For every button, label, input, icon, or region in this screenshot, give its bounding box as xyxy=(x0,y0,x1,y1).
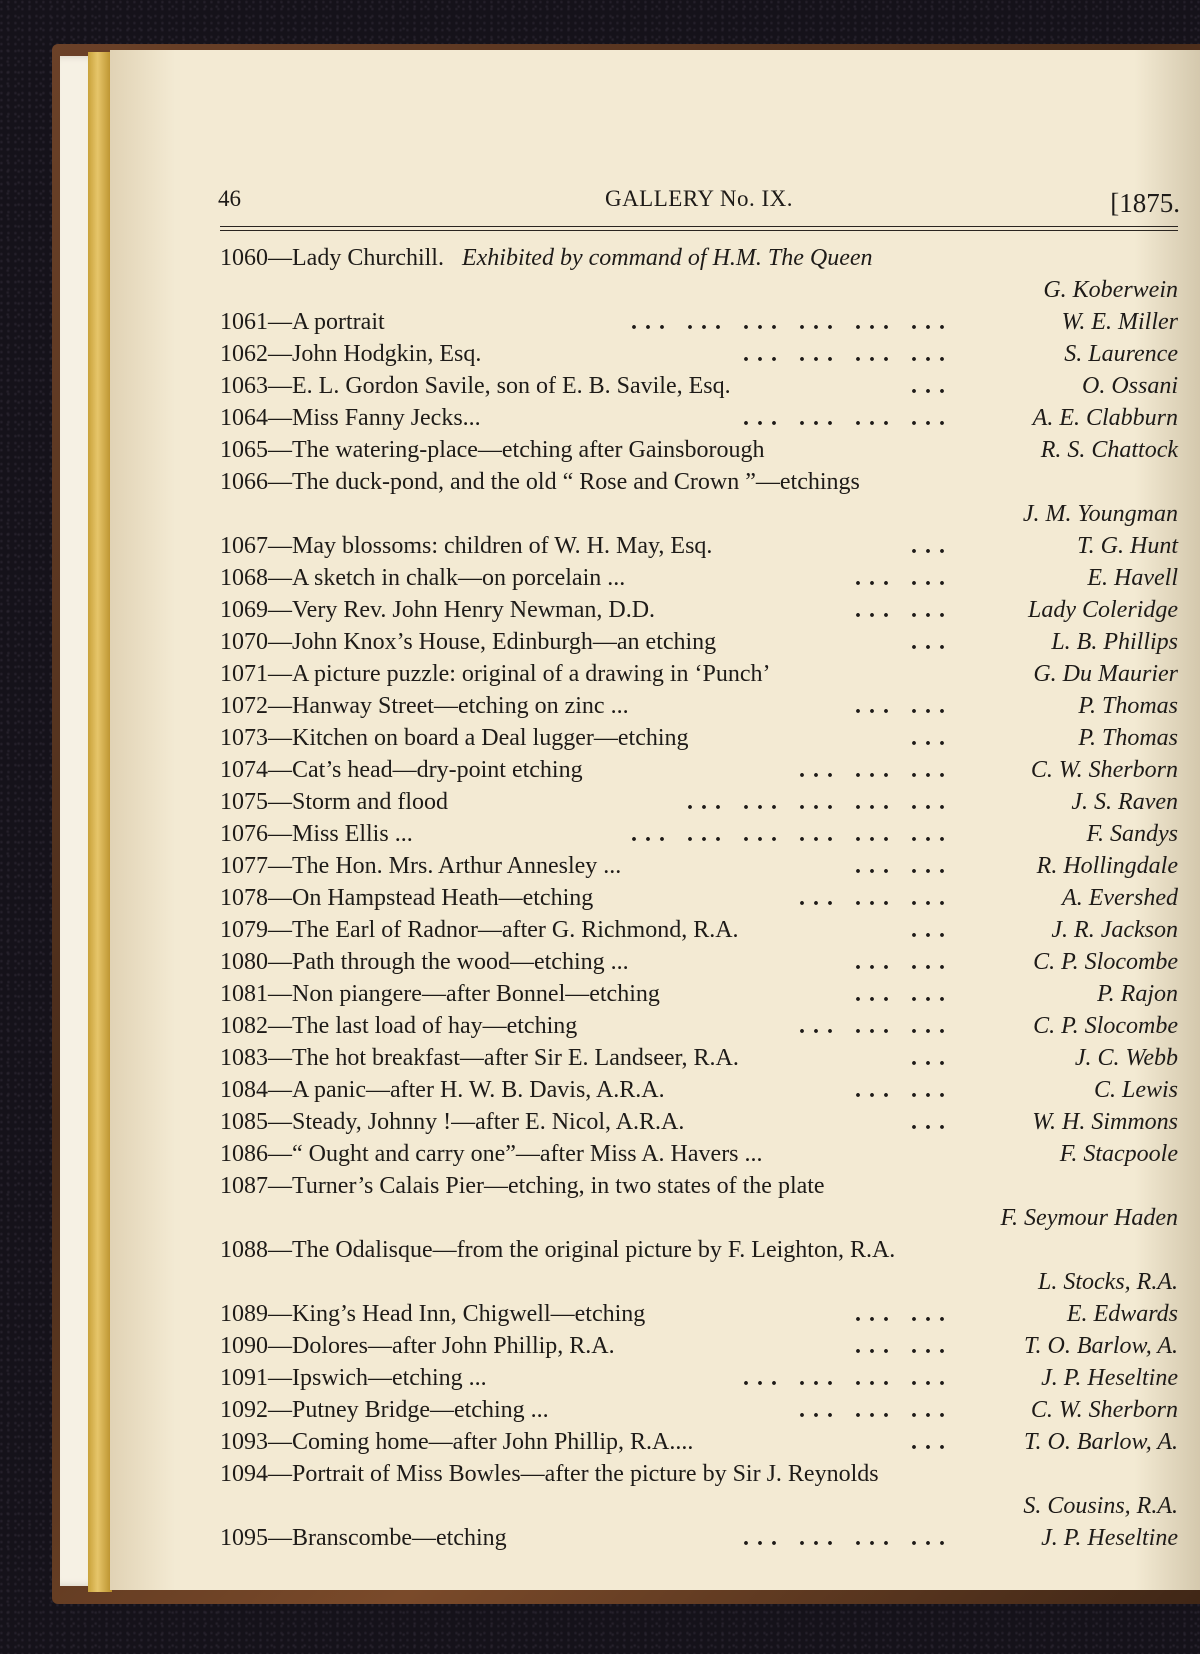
entry-artist: J. S. Raven xyxy=(1071,789,1178,815)
entry-number: 1093 xyxy=(220,1429,268,1455)
entry-artist: T. O. Barlow, A. xyxy=(1023,1429,1178,1455)
entry-number: 1063 xyxy=(220,373,268,399)
entry-number: 1061 xyxy=(220,309,268,335)
entry-artist: L. B. Phillips xyxy=(1051,629,1178,655)
entry-artist: J. M. Youngman xyxy=(1022,501,1178,527)
entry-artist: G. Du Maurier xyxy=(1033,661,1178,687)
catalogue-entry: 1090—Dolores—after John Phillip, R.A. ... ... T. O. Barlow, A. xyxy=(220,1330,1178,1362)
entry-title: Non piangere—after Bonnel—etching xyxy=(292,981,660,1007)
leader-dots: ... ... xyxy=(855,949,953,975)
entry-number: 1066 xyxy=(220,469,268,495)
catalogue-entry: 1085—Steady, Johnny !—after E. Nicol, A.R.A. ... W. H. Simmons xyxy=(220,1106,1178,1138)
page-number: 46 xyxy=(218,186,241,211)
entry-artist: C. Lewis xyxy=(1093,1077,1178,1103)
entry-title: Steady, Johnny !—after E. Nicol, A.R.A. xyxy=(292,1109,685,1135)
entry-number: 1085 xyxy=(220,1109,268,1135)
page-gilt-edge xyxy=(88,52,112,1592)
entry-artist: R. Hollingdale xyxy=(1036,853,1178,879)
catalogue-entry: 1088—The Odalisque—from the original picture by F. Leighton, R.A. xyxy=(220,1237,896,1263)
gallery-title: GALLERY No. IX. xyxy=(604,186,794,211)
entry-artist: P. Thomas xyxy=(1078,693,1178,719)
entry-artist: J. R. Jackson xyxy=(1051,917,1178,943)
leader-dots: ... ... ... xyxy=(799,1397,953,1423)
catalogue-entry: 1081—Non piangere—after Bonnel—etching ... ... P. Rajon xyxy=(220,978,1178,1010)
entry-number: 1070 xyxy=(220,629,268,655)
entry-title: The watering-place—etching after Gainsborough xyxy=(292,437,765,463)
catalogue-entry: 1093—Coming home—after John Phillip, R.A.... ... T. O. Barlow, A. xyxy=(220,1426,1178,1458)
entry-artist: G. Koberwein xyxy=(1043,277,1178,303)
entry-note: Exhibited by command of H.M. The Queen xyxy=(461,245,873,271)
leader-dots: ... xyxy=(911,373,953,399)
entry-title: Dolores—after John Phillip, R.A. xyxy=(292,1333,615,1359)
entry-number: 1091 xyxy=(220,1365,268,1391)
catalogue-entry: 1091—Ipswich—etching ... ... ... ... ... J. P. Heseltine xyxy=(220,1362,1178,1394)
catalogue-entry: 1080—Path through the wood—etching ... ... ... C. P. Slocombe xyxy=(220,946,1178,978)
entry-title: Ipswich—etching ... xyxy=(292,1365,487,1391)
entry-number: 1075 xyxy=(220,789,268,815)
entry-number: 1065 xyxy=(220,437,268,463)
entry-number: 1094 xyxy=(220,1461,268,1487)
entry-number: 1074 xyxy=(220,757,268,783)
catalogue-entry: 1060—Lady Churchill. Exhibited by command of H.M. The Queen xyxy=(220,245,873,271)
leader-dots: ... ... ... ... xyxy=(743,405,953,431)
entry-artist: A. E. Clabburn xyxy=(1032,405,1178,431)
entry-title: King’s Head Inn, Chigwell—etching xyxy=(292,1301,646,1327)
leader-dots: ... ... ... ... ... ... xyxy=(631,821,953,847)
entry-number: 1080 xyxy=(220,949,268,975)
entry-artist: F. Sandys xyxy=(1086,821,1178,847)
entry-artist: W. E. Miller xyxy=(1061,309,1178,335)
catalogue-entry: 1076—Miss Ellis ... ... ... ... ... ... ... F. Sandys xyxy=(220,818,1178,850)
entry-number: 1084 xyxy=(220,1077,268,1103)
entry-title: The duck-pond, and the old “ Rose and Crown ”—etchings xyxy=(292,469,860,495)
leader-dots: ... xyxy=(911,917,953,943)
entry-title: “ Ought and carry one”—after Miss A. Havers ... xyxy=(292,1141,763,1167)
entry-artist: C. W. Sherborn xyxy=(1030,757,1178,783)
leader-dots: ... ... ... ... xyxy=(743,341,953,367)
entry-title: Lady Churchill. xyxy=(292,245,444,271)
entry-number: 1076 xyxy=(220,821,268,847)
entry-title: Storm and flood xyxy=(292,789,448,815)
entry-title: Path through the wood—etching ... xyxy=(292,949,629,975)
entry-title: Putney Bridge—etching ... xyxy=(292,1397,549,1423)
entry-artist: T. G. Hunt xyxy=(1077,533,1178,559)
entry-number: 1095 xyxy=(220,1525,268,1551)
entry-title: The last load of hay—etching xyxy=(292,1013,578,1039)
entry-artist: S. Cousins, R.A. xyxy=(1023,1493,1178,1519)
entry-artist: F. Seymour Haden xyxy=(1000,1205,1178,1231)
catalogue-entry: 1074—Cat’s head—dry-point etching ... ... ... C. W. Sherborn xyxy=(220,754,1178,786)
catalogue-entry: 1062—John Hodgkin, Esq. ... ... ... ... S. Laurence xyxy=(220,338,1178,370)
entry-artist: J. P. Heseltine xyxy=(1041,1525,1178,1551)
entry-artist: C. W. Sherborn xyxy=(1030,1397,1178,1423)
entry-title: A portrait xyxy=(292,309,385,335)
leader-dots: ... ... xyxy=(855,1333,953,1359)
catalogue-entry: 1095—Branscombe—etching ... ... ... ... J. P. Heseltine xyxy=(220,1522,1178,1554)
catalogue-entry: 1077—The Hon. Mrs. Arthur Annesley ... ... ... R. Hollingdale xyxy=(220,850,1178,882)
entry-artist: R. S. Chattock xyxy=(1040,437,1178,463)
entry-title: Branscombe—etching xyxy=(292,1525,507,1551)
entry-artist: L. Stocks, R.A. xyxy=(1038,1269,1178,1295)
entry-number: 1082 xyxy=(220,1013,268,1039)
catalogue-entry: 1075—Storm and flood ... ... ... ... ... J. S. Raven xyxy=(220,786,1178,818)
leader-dots: ... ... ... xyxy=(799,885,953,911)
entry-number: 1086 xyxy=(220,1141,268,1167)
entry-number: 1067 xyxy=(220,533,268,559)
entry-title: The Hon. Mrs. Arthur Annesley ... xyxy=(292,853,622,879)
catalogue-entry-continuation xyxy=(220,1490,1178,1522)
entry-number: 1073 xyxy=(220,725,268,751)
catalogue-entry: 1078—On Hampstead Heath—etching ... ... ... A. Evershed xyxy=(220,882,1178,914)
entry-title: Very Rev. John Henry Newman, D.D. xyxy=(292,597,656,623)
catalogue-entry: 1063—E. L. Gordon Savile, son of E. B. Savile, Esq. ... O. Ossani xyxy=(220,370,1178,402)
entry-title: Cat’s head—dry-point etching xyxy=(292,757,583,783)
entry-artist: E. Edwards xyxy=(1066,1301,1178,1327)
catalogue-entry: 1067—May blossoms: children of W. H. May, Esq. ... T. G. Hunt xyxy=(220,530,1178,562)
entry-artist: T. O. Barlow, A. xyxy=(1023,1333,1178,1359)
page-header xyxy=(218,136,1180,218)
catalogue-entry: 1068—A sketch in chalk—on porcelain ... ... ... E. Havell xyxy=(220,562,1178,594)
leader-dots: ... ... xyxy=(855,1077,953,1103)
leader-dots: ... ... xyxy=(855,597,953,623)
catalogue-entry: 1064—Miss Fanny Jecks... ... ... ... ... A. E. Clabburn xyxy=(220,402,1178,434)
leader-dots: ... ... ... ... ... xyxy=(687,789,953,815)
catalogue-entry: 1065—The watering-place—etching after Gainsborough R. S. Chattock xyxy=(220,434,1178,466)
catalogue-list xyxy=(220,242,1178,1554)
entry-title: Kitchen on board a Deal lugger—etching xyxy=(292,725,689,751)
entry-title: The hot breakfast—after Sir E. Landseer, R.A. xyxy=(292,1045,739,1071)
book-page xyxy=(110,50,1200,1590)
leader-dots: ... xyxy=(911,533,953,559)
entry-number: 1083 xyxy=(220,1045,268,1071)
entry-artist: O. Ossani xyxy=(1081,373,1178,399)
leader-dots: ... xyxy=(911,725,953,751)
entry-number: 1089 xyxy=(220,1301,268,1327)
leader-dots: ... xyxy=(911,1429,953,1455)
catalogue-entry: 1070—John Knox’s House, Edinburgh—an etching ... L. B. Phillips xyxy=(220,626,1178,658)
entry-title: On Hampstead Heath—etching xyxy=(292,885,594,911)
entry-number: 1064 xyxy=(220,405,268,431)
entry-artist: C. P. Slocombe xyxy=(1033,949,1178,975)
entry-title: Turner’s Calais Pier—etching, in two states of the plate xyxy=(292,1173,825,1199)
entry-title: Miss Fanny Jecks... xyxy=(292,405,481,431)
leader-dots: ... ... ... xyxy=(799,757,953,783)
catalogue-entry-continuation xyxy=(220,1266,1178,1298)
leader-dots: ... ... xyxy=(855,1301,953,1327)
entry-number: 1088 xyxy=(220,1237,268,1263)
entry-title: A picture puzzle: original of a drawing in ‘Punch’ xyxy=(292,661,771,687)
entry-title: John Knox’s House, Edinburgh—an etching xyxy=(292,629,717,655)
entry-artist: J. P. Heseltine xyxy=(1041,1365,1178,1391)
entry-artist: P. Thomas xyxy=(1078,725,1178,751)
entry-title: John Hodgkin, Esq. xyxy=(292,341,482,367)
entry-artist: W. H. Simmons xyxy=(1032,1109,1178,1135)
entry-artist: P. Rajon xyxy=(1097,981,1178,1007)
leader-dots: ... xyxy=(911,629,953,655)
catalogue-entry: 1083—The hot breakfast—after Sir E. Landseer, R.A. ... J. C. Webb xyxy=(220,1042,1178,1074)
catalogue-entry: 1061—A portrait ... ... ... ... ... ... W. E. Miller xyxy=(220,306,1178,338)
entry-title: Coming home—after John Phillip, R.A.... xyxy=(292,1429,694,1455)
entry-artist: J. C. Webb xyxy=(1074,1045,1178,1071)
leader-dots: ... ... xyxy=(855,565,953,591)
catalogue-entry: 1066—The duck-pond, and the old “ Rose and Crown ”—etchings xyxy=(220,469,860,495)
leader-dots: ... ... ... ... ... ... xyxy=(631,309,953,335)
entry-number: 1068 xyxy=(220,565,268,591)
leader-dots: ... xyxy=(911,1109,953,1135)
entry-title: A panic—after H. W. B. Davis, A.R.A. xyxy=(292,1077,665,1103)
year-label: [1875. xyxy=(1110,188,1180,218)
entry-title: Portrait of Miss Bowles—after the picture by Sir J. Reynolds xyxy=(292,1461,879,1487)
catalogue-entry: 1072—Hanway Street—etching on zinc ... ... ... P. Thomas xyxy=(220,690,1178,722)
catalogue-entry: 1079—The Earl of Radnor—after G. Richmond, R.A. ... J. R. Jackson xyxy=(220,914,1178,946)
catalogue-entry: 1082—The last load of hay—etching ... ... ... C. P. Slocombe xyxy=(220,1010,1178,1042)
leader-dots: ... xyxy=(911,1045,953,1071)
leader-dots: ... ... ... ... xyxy=(743,1525,953,1551)
entry-number: 1079 xyxy=(220,917,268,943)
catalogue-entry-continuation xyxy=(220,498,1178,530)
leader-dots: ... ... ... ... xyxy=(743,1365,953,1391)
entry-artist: C. P. Slocombe xyxy=(1033,1013,1178,1039)
catalogue-entry: 1071—A picture puzzle: original of a drawing in ‘Punch’ G. Du Maurier xyxy=(220,658,1178,690)
leader-dots: ... ... ... xyxy=(799,1013,953,1039)
entry-artist: S. Laurence xyxy=(1064,341,1178,367)
catalogue-entry-continuation xyxy=(220,1202,1178,1234)
entry-title: May blossoms: children of W. H. May, Esq. xyxy=(292,533,713,559)
catalogue-entry: 1084—A panic—after H. W. B. Davis, A.R.A. ... ... C. Lewis xyxy=(220,1074,1178,1106)
entry-number: 1060 xyxy=(220,245,268,271)
leader-dots: ... ... xyxy=(855,693,953,719)
entry-number: 1072 xyxy=(220,693,268,719)
leader-dots: ... ... xyxy=(855,981,953,1007)
entry-number: 1081 xyxy=(220,981,268,1007)
entry-title: Miss Ellis ... xyxy=(292,821,413,847)
entry-artist: Lady Coleridge xyxy=(1028,597,1178,623)
catalogue-entry: 1087—Turner’s Calais Pier—etching, in two states of the plate xyxy=(220,1173,825,1199)
entry-title: Hanway Street—etching on zinc ... xyxy=(292,693,629,719)
entry-number: 1090 xyxy=(220,1333,268,1359)
entry-title: A sketch in chalk—on porcelain ... xyxy=(292,565,626,591)
entry-artist: A. Evershed xyxy=(1062,885,1178,911)
catalogue-entry: 1073—Kitchen on board a Deal lugger—etching ... P. Thomas xyxy=(220,722,1178,754)
entry-artist: E. Havell xyxy=(1087,565,1178,591)
catalogue-entry: 1094—Portrait of Miss Bowles—after the picture by Sir J. Reynolds xyxy=(220,1461,879,1487)
entry-number: 1071 xyxy=(220,661,268,687)
entry-number: 1069 xyxy=(220,597,268,623)
catalogue-entry-continuation xyxy=(220,274,1178,306)
entry-number: 1077 xyxy=(220,853,268,879)
leader-dots: ... ... xyxy=(855,853,953,879)
entry-number: 1062 xyxy=(220,341,268,367)
entry-title: E. L. Gordon Savile, son of E. B. Savile, Esq. xyxy=(292,373,731,399)
entry-number: 1078 xyxy=(220,885,268,911)
entry-artist: F. Stacpoole xyxy=(1059,1141,1178,1167)
catalogue-entry: 1089—King’s Head Inn, Chigwell—etching ... ... E. Edwards xyxy=(220,1298,1178,1330)
catalogue-entry: 1092—Putney Bridge—etching ... ... ... ... C. W. Sherborn xyxy=(220,1394,1178,1426)
header-rule xyxy=(220,226,1178,231)
entry-number: 1092 xyxy=(220,1397,268,1423)
catalogue-entry: 1086—“ Ought and carry one”—after Miss A. Havers ... F. Stacpoole xyxy=(220,1138,1178,1170)
entry-title: The Earl of Radnor—after G. Richmond, R.A. xyxy=(292,917,739,943)
catalogue-entry: 1069—Very Rev. John Henry Newman, D.D. ... ... Lady Coleridge xyxy=(220,594,1178,626)
entry-title: The Odalisque—from the original picture by F. Leighton, R.A. xyxy=(292,1237,896,1263)
entry-number: 1087 xyxy=(220,1173,268,1199)
